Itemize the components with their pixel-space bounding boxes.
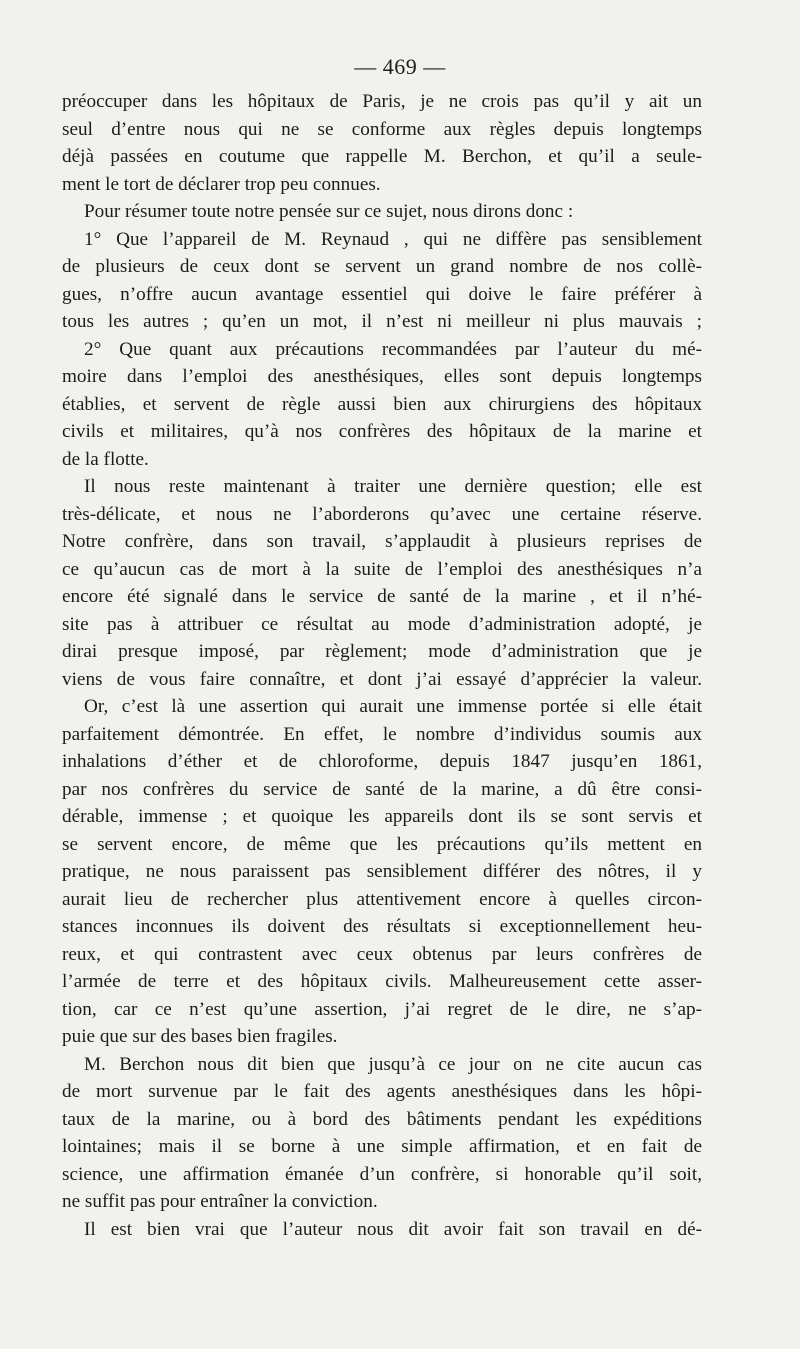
text-line: science, une affirmation émanée d’un confrère, si honorable qu’il soit, bbox=[62, 1163, 702, 1185]
text-line: se servent encore, de même que les précautions qu’ils mettent en bbox=[62, 833, 702, 855]
text-line: Notre confrère, dans son travail, s’applaudit à plusieurs reprises de bbox=[62, 531, 702, 552]
text-line: très-délicate, et nous ne l’aborderons qu’avec une certaine réserve. bbox=[62, 503, 702, 525]
text-line: tous les autres ; qu’en un mot, il n’est ni meilleur ni plus mauvais ; bbox=[62, 311, 702, 332]
text-line: civils et militaires, qu’à nos confrères des hôpitaux de la marine et bbox=[62, 421, 702, 442]
text-line: déjà passées en coutume que rappelle M. Berchon, et qu’il a seule- bbox=[62, 146, 702, 167]
page-number: — 469 — bbox=[354, 54, 446, 79]
text-line: 1° Que l’appareil de M. Reynaud , qui ne diffère pas sensiblement bbox=[84, 228, 702, 250]
text-line: de mort survenue par le fait des agents anesthésiques dans les hôpi- bbox=[62, 1081, 702, 1102]
text-line: Il est bien vrai que l’auteur nous dit avoir fait son travail en dé- bbox=[84, 1218, 702, 1240]
text-line: l’armée de terre et des hôpitaux civils. Malheureusement cette asser- bbox=[62, 971, 702, 992]
text-line: lointaines; mais il se borne à une simple affirmation, et en fait de bbox=[62, 1136, 702, 1157]
text-line: parfaitement démontrée. En effet, le nombre d’individus soumis aux bbox=[62, 723, 702, 745]
text-line: site pas à attribuer ce résultat au mode d’administration adopté, je bbox=[62, 613, 702, 635]
text-line: stances inconnues ils doivent des résultats si exceptionnellement heu- bbox=[62, 916, 702, 937]
text-line: dirai presque imposé, par règlement; mode d’administration que je bbox=[62, 641, 702, 662]
text-line: puie que sur des bases bien fragiles. bbox=[62, 1026, 338, 1047]
text-line: ce qu’aucun cas de mort à la suite de l’emploi des anesthésiques n’a bbox=[62, 558, 702, 580]
text-line: inhalations d’éther et de chloroforme, depuis 1847 jusqu’en 1861, bbox=[62, 751, 702, 772]
text-line: encore été signalé dans le service de santé de la marine , et il n’hé- bbox=[62, 586, 702, 607]
text-line: par nos confrères du service de santé de la marine, a dû être consi- bbox=[62, 778, 702, 800]
text-line: gues, n’offre aucun avantage essentiel qui doive le faire préférer à bbox=[62, 283, 702, 305]
text-line: Or, c’est là une assertion qui aurait une immense portée si elle était bbox=[84, 696, 702, 717]
text-line: pratique, ne nous paraissent pas sensiblement différer des nôtres, il y bbox=[62, 861, 702, 882]
text-line: Pour résumer toute notre pensée sur ce sujet, nous dirons donc : bbox=[84, 201, 574, 222]
text-line: taux de la marine, ou à bord des bâtiments pendant les expéditions bbox=[62, 1108, 702, 1130]
text-line: ne suffit pas pour entraîner la conviction. bbox=[62, 1191, 378, 1212]
text-line: préoccuper dans les hôpitaux de Paris, je ne crois pas qu’il y ait un bbox=[62, 91, 702, 112]
text-line: 2° Que quant aux précautions recommandées par l’auteur du mé- bbox=[84, 338, 702, 360]
body-text bbox=[62, 88, 702, 1243]
text-line: établies, et servent de règle aussi bien aux chirurgiens des hôpitaux bbox=[62, 393, 702, 415]
text-line: M. Berchon nous dit bien que jusqu’à ce jour on ne cite aucun cas bbox=[84, 1053, 702, 1075]
text-line: reux, et qui contrastent avec ceux obtenus par leurs confrères de bbox=[62, 943, 702, 965]
text-line: de la flotte. bbox=[62, 448, 149, 470]
text-line: aurait lieu de rechercher plus attentivement encore à quelles circon- bbox=[62, 888, 702, 910]
text-line: viens de vous faire connaître, et dont j’ai essayé d’apprécier la valeur. bbox=[62, 668, 702, 690]
text-line: dérable, immense ; et quoique les appareils dont ils se sont servis et bbox=[62, 806, 702, 827]
text-line: tion, car ce n’est qu’une assertion, j’ai regret de le dire, ne s’ap- bbox=[62, 998, 702, 1020]
text-line: de plusieurs de ceux dont se servent un grand nombre de nos collè- bbox=[62, 256, 702, 277]
text-line: moire dans l’emploi des anesthésiques, elles sont depuis longtemps bbox=[62, 366, 702, 387]
text-line: ment le tort de déclarer trop peu connues. bbox=[62, 173, 381, 195]
text-line: Il nous reste maintenant à traiter une dernière question; elle est bbox=[84, 476, 702, 497]
text-line: seul d’entre nous qui ne se conforme aux règles depuis longtemps bbox=[62, 118, 702, 140]
